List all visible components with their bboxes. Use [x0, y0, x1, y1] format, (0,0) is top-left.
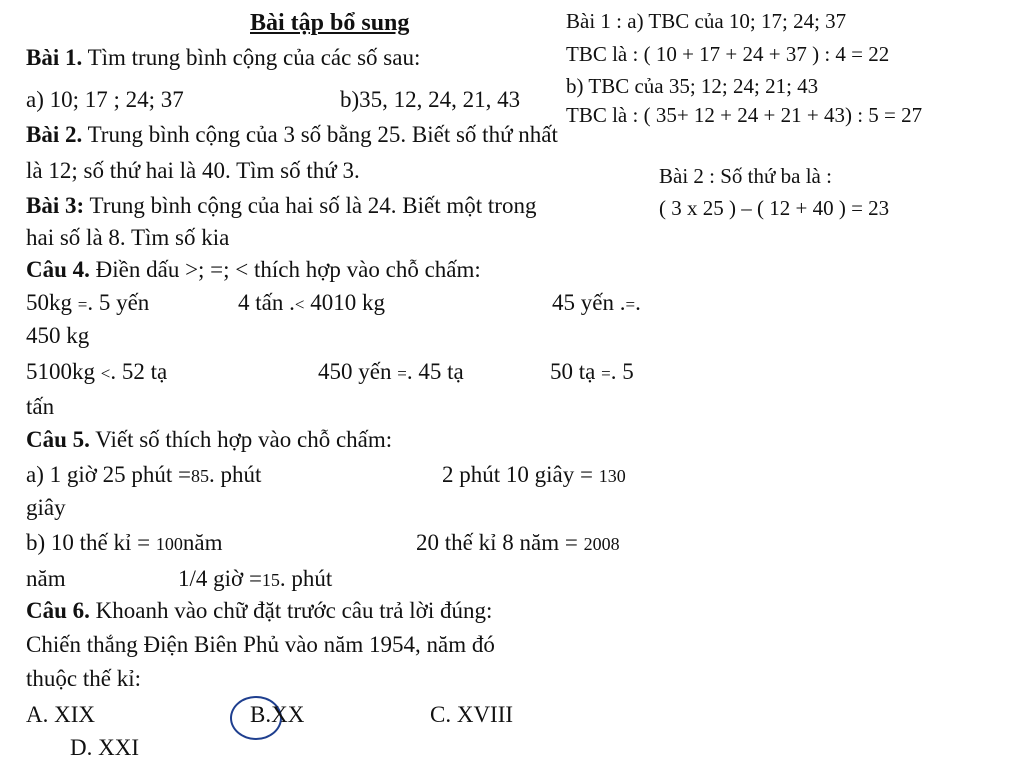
bai1-line	[26, 44, 420, 72]
cau5-b4: 1/4 giờ =15. phút	[178, 566, 333, 591]
answer-value: 130	[598, 466, 626, 486]
answer-bai1-a-calc: TBC là : ( 10 + 17 + 24 + 37 ) : 4 = 22	[566, 42, 890, 66]
answer-bai1-b: b) TBC của 35; 12; 24; 21; 43	[566, 74, 819, 98]
bai2-line2: là 12; số thứ hai là 40. Tìm số thứ 3.	[26, 158, 360, 183]
option-a: A. XIX	[26, 702, 95, 727]
cau5-a1: a) 1 giờ 25 phút =85. phút	[26, 462, 262, 487]
cau5-heading: Câu 5.	[26, 427, 90, 452]
cau4-r3a: 5100kg <. 52 tạ	[26, 359, 168, 384]
bai2-line	[26, 121, 558, 149]
cau6-heading: Câu 6.	[26, 598, 90, 623]
option-d: D. XXI	[70, 735, 139, 760]
cau4-r3c: 50 tạ =. 5	[550, 359, 634, 384]
cau4-r3b: 450 yến =. 45 tạ	[318, 359, 464, 384]
cau4-r1b: 4 tấn .< 4010 kg	[238, 290, 385, 315]
answer-sign: =	[397, 364, 407, 383]
answer-sign: =	[601, 364, 611, 383]
answer-bai2-calc: ( 3 x 25 ) – ( 12 + 40 ) = 23	[659, 196, 890, 220]
answer-sign: <	[100, 364, 111, 383]
cau4-line	[26, 256, 481, 284]
cau4-text: Điền dấu >; =; < thích hợp vào chỗ chấm:	[89, 257, 481, 282]
cau5-a2: 2 phút 10 giây = 130	[442, 462, 626, 487]
answer-value: 85	[191, 466, 210, 486]
bai1-heading: Bài 1.	[26, 45, 83, 70]
option-c: C. XVIII	[430, 702, 514, 727]
bai2-text: Trung bình cộng của 3 số bằng 25. Biết số thứ nhất	[82, 122, 558, 147]
answer-value: 2008	[583, 534, 620, 554]
answer-bai2-label: Bài 2 : Số thứ ba là :	[659, 164, 832, 188]
cau4-r1a: 50kg =. 5 yến	[26, 290, 150, 315]
answer-sign: <	[294, 295, 305, 314]
option-b-letter: B.	[250, 702, 272, 727]
bai1-a: a) 10; 17 ; 24; 37	[26, 87, 184, 112]
answer-sign: =	[625, 295, 636, 314]
cau4-r2: 450 kg	[26, 323, 90, 348]
cau5-b2: 20 thế kỉ 8 năm = 2008	[416, 530, 620, 555]
bai1-text: Tìm trung bình cộng của các số sau:	[82, 45, 421, 70]
cau6-line	[26, 597, 492, 625]
cau6-text: Khoanh vào chữ đặt trước câu trả lời đúng:	[89, 598, 493, 623]
option-b-text: XX	[271, 702, 305, 727]
option-b	[250, 701, 304, 729]
bai3-text: Trung bình cộng của hai số là 24. Biết một trong	[84, 193, 537, 218]
bai2-heading: Bài 2.	[26, 122, 83, 147]
cau5-a3: giây	[26, 495, 66, 520]
bai3-line	[26, 192, 536, 220]
cau6-line3: thuộc thế kỉ:	[26, 666, 141, 691]
answer-value: 15	[261, 570, 280, 590]
cau4-heading: Câu 4.	[26, 257, 90, 282]
bai1-b: b)35, 12, 24, 21, 43	[340, 87, 521, 112]
cau5-b3: năm	[26, 566, 66, 591]
answer-sign: =	[77, 295, 88, 314]
answer-value: 100	[155, 534, 183, 554]
cau4-r4: tấn	[26, 394, 55, 419]
bai3-heading: Bài 3:	[26, 193, 85, 218]
answer-bai1-b-calc: TBC là : ( 35+ 12 + 24 + 21 + 43) : 5 = 27	[566, 103, 923, 127]
answer-bai1-a: Bài 1 : a) TBC của 10; 17; 24; 37	[566, 9, 847, 33]
cau5-text: Viết số thích hợp vào chỗ chấm:	[89, 427, 393, 452]
cau6-line2: Chiến thắng Điện Biên Phủ vào năm 1954, năm đó	[26, 632, 495, 657]
bai3-line2: hai số là 8. Tìm số kia	[26, 225, 230, 250]
page-title: Bài tập bổ sung	[250, 10, 410, 36]
cau5-b1: b) 10 thế kỉ = 100năm	[26, 530, 223, 555]
cau5-line	[26, 426, 392, 454]
cau4-r1c: 45 yến .=.	[552, 290, 641, 315]
